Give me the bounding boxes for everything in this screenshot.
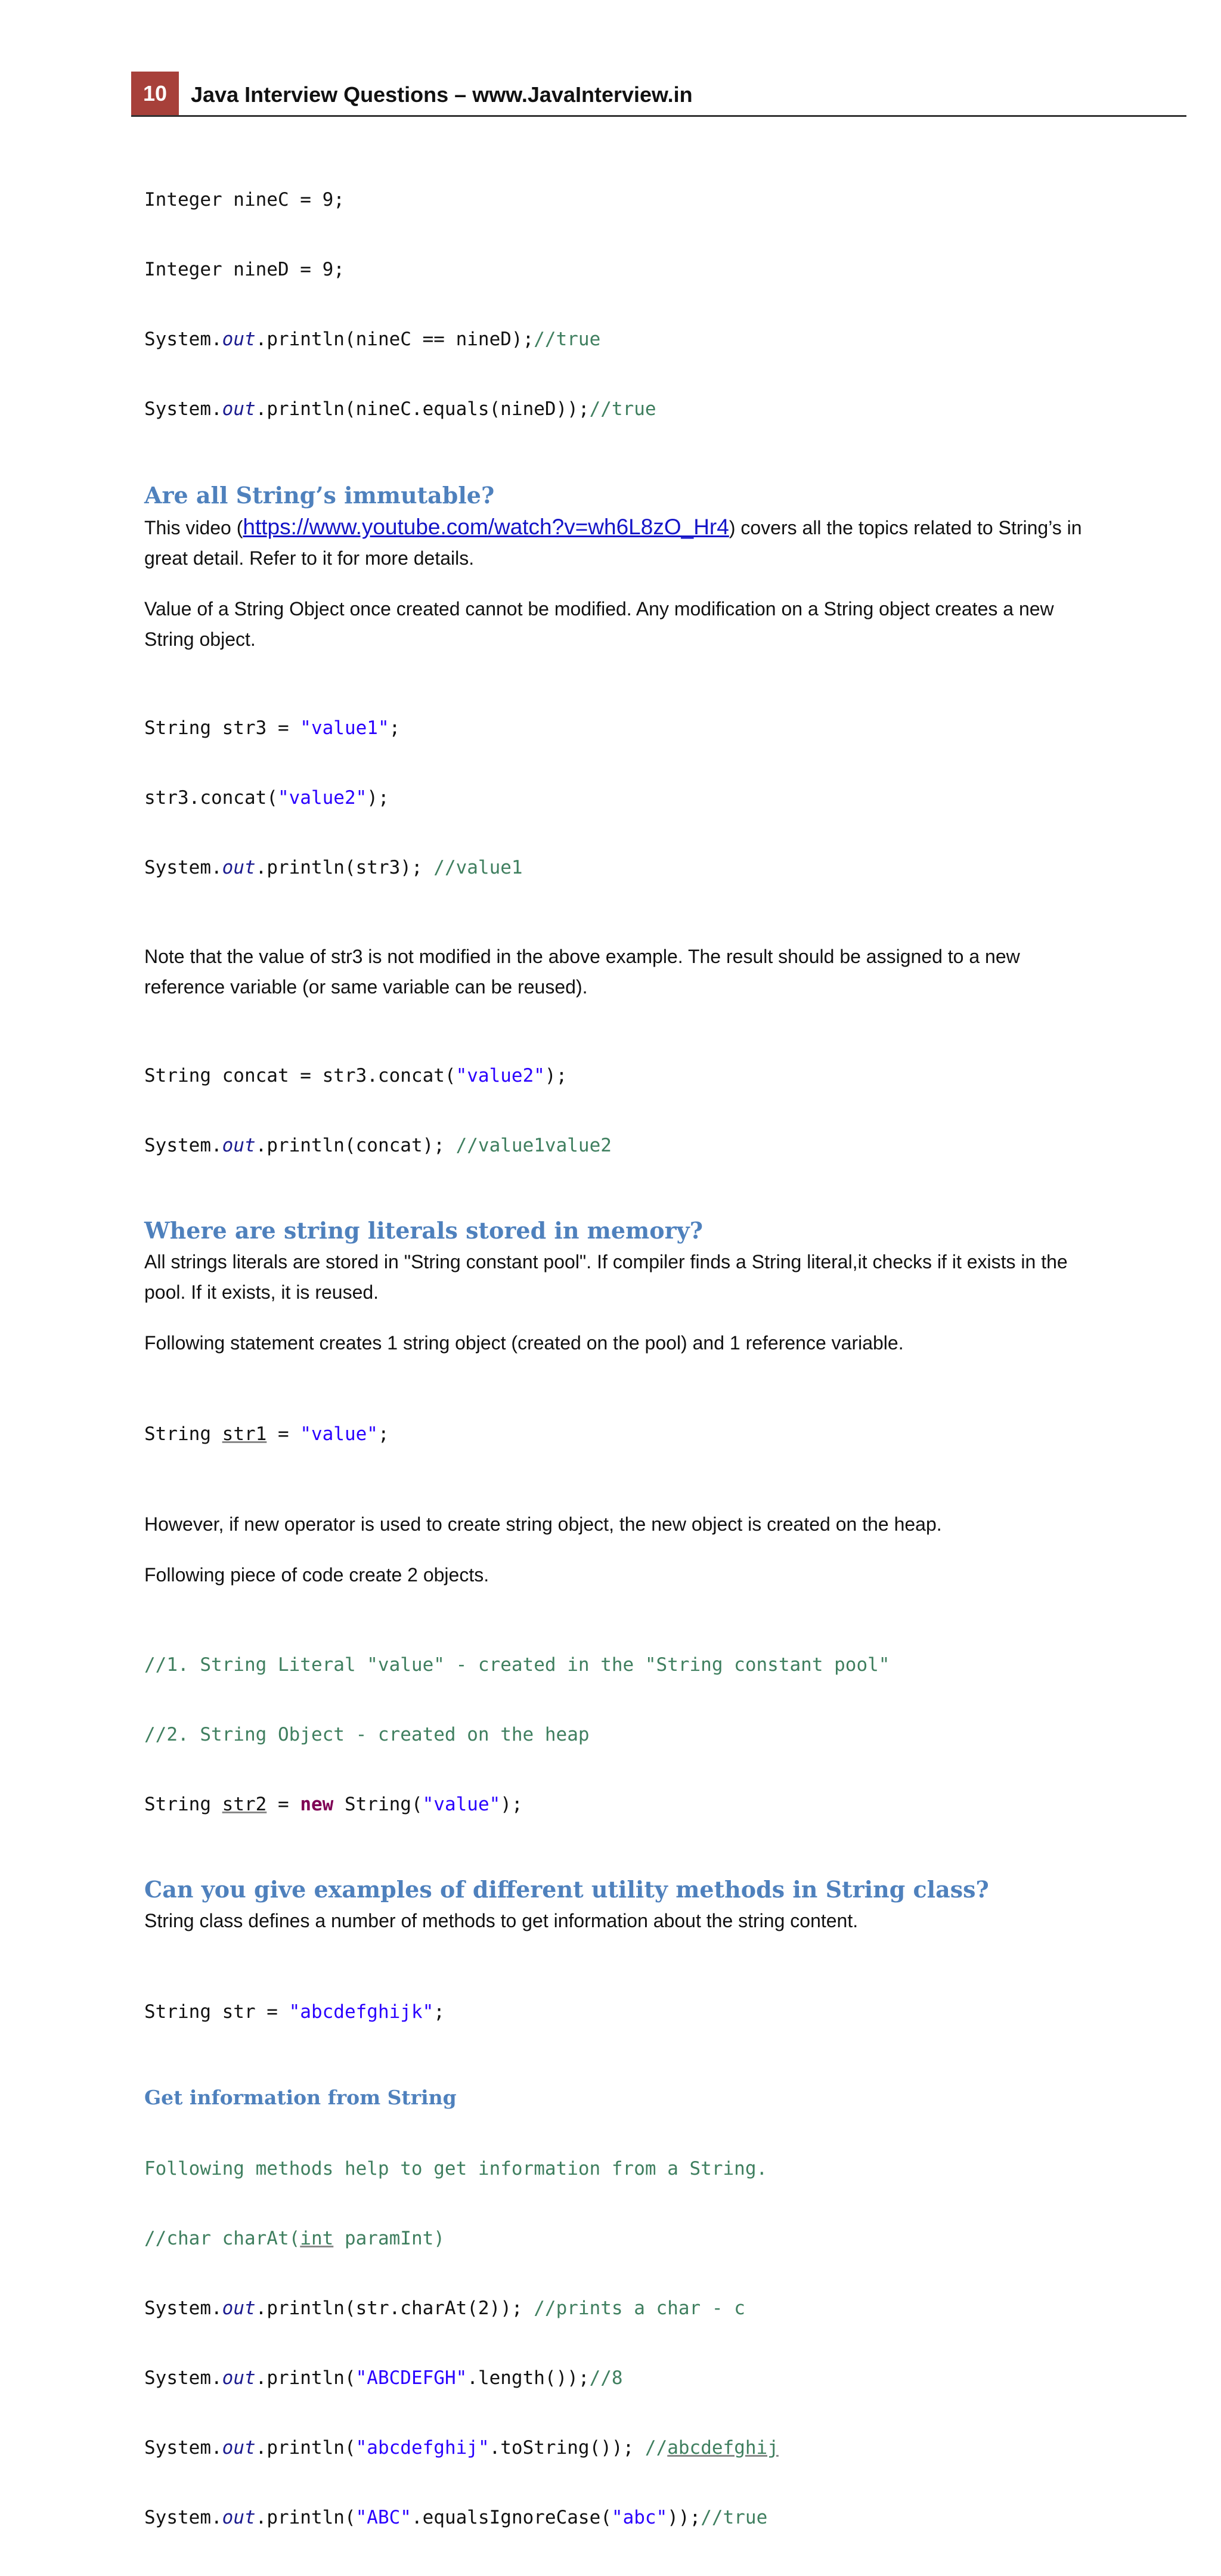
youtube-link[interactable]: https://www.youtube.com/watch?v=wh6L8zO_Hr4 [243, 515, 729, 539]
section-heading-utility: Can you give examples of different utility methods in String class? [144, 1876, 989, 1903]
code-block-methods [144, 2111, 1086, 2576]
code-block-integer-compare [144, 142, 1086, 467]
paragraph-two-objects: Following piece of code create 2 objects. [144, 1564, 489, 1586]
code-block-str [144, 1954, 1086, 2070]
code-line: //2. String Object - created on the heap [144, 1724, 590, 1745]
section-heading-literals: Where are string literals stored in memory? [144, 1217, 703, 1244]
code-line: String str3 = "value1"; [144, 717, 401, 739]
code-line: System.out.println("ABCDEFGH".length());//8 [144, 2367, 623, 2389]
header-title: Java Interview Questions – www.JavaInterview.in [191, 82, 693, 107]
code-block-new-string [144, 1607, 1086, 1863]
code-line: String str2 = new String("value"); [144, 1794, 523, 1815]
page-header [131, 72, 1186, 116]
code-line: //char charAt(int paramInt) [144, 2228, 445, 2249]
paragraph-immutable: Value of a String Object once created cannot be modified. Any modification on a String object creates a new String object. [144, 598, 1054, 650]
paragraph-note: Note that the value of str3 is not modified in the above example. The result should be assigned to a new reference variable (or same variable can be reused). [144, 946, 1020, 998]
code-line: Integer nineC = 9; [144, 189, 345, 210]
code-line: String str = "abcdefghijk"; [144, 2001, 445, 2023]
page-number: 10 [131, 72, 179, 116]
code-line: Following methods help to get information from a String. [144, 2158, 768, 2179]
code-line: System.out.println(str.charAt(2)); //prints a char - c [144, 2298, 745, 2319]
code-line: System.out.println(nineC == nineD);//true [144, 329, 601, 350]
paragraph-constant-pool: All strings literals are stored in "String constant pool". If compiler finds a String literal,it checks if it exists in the pool. If it exists, it is reused. [144, 1251, 1068, 1303]
code-line: String concat = str3.concat("value2"); [144, 1065, 568, 1086]
code-line: System.out.println(str3); //value1 [144, 857, 523, 878]
code-line: System.out.println("abcdefghij".toString()); //abcdefghij [144, 2437, 779, 2459]
code-line: str3.concat("value2"); [144, 787, 389, 809]
code-line: System.out.println(nineC.equals(nineD));//true [144, 398, 656, 420]
paragraph-statement: Following statement creates 1 string object (created on the pool) and 1 reference variable. [144, 1332, 904, 1354]
code-line: //1. String Literal "value" - created in the "String constant pool" [144, 1654, 890, 1676]
paragraph-video: This video (https://www.youtube.com/watch?v=wh6L8zO_Hr4) covers all the topics related to String’s in great detail. Refer to it for more details. [144, 515, 1082, 569]
code-block-str1 [144, 1376, 1086, 1493]
code-line: System.out.println(concat); //value1value2 [144, 1135, 612, 1156]
code-block-concat-assign [144, 1018, 1086, 1204]
subheading-get-information: Get information from String [144, 2086, 457, 2109]
page-content [144, 142, 1086, 2576]
header-divider [131, 115, 1186, 117]
paragraph-new-operator: However, if new operator is used to create string object, the new object is created on the heap. [144, 1513, 942, 1535]
section-heading-immutable: Are all String’s immutable? [144, 482, 495, 509]
code-line: System.out.println("ABC".equalsIgnoreCase("abc"));//true [144, 2507, 768, 2528]
code-line: Integer nineD = 9; [144, 259, 345, 280]
code-line: String str1 = "value"; [144, 1423, 389, 1445]
paragraph-utility: String class defines a number of methods to get information about the string content. [144, 1910, 859, 1931]
code-block-concat [144, 670, 1086, 926]
